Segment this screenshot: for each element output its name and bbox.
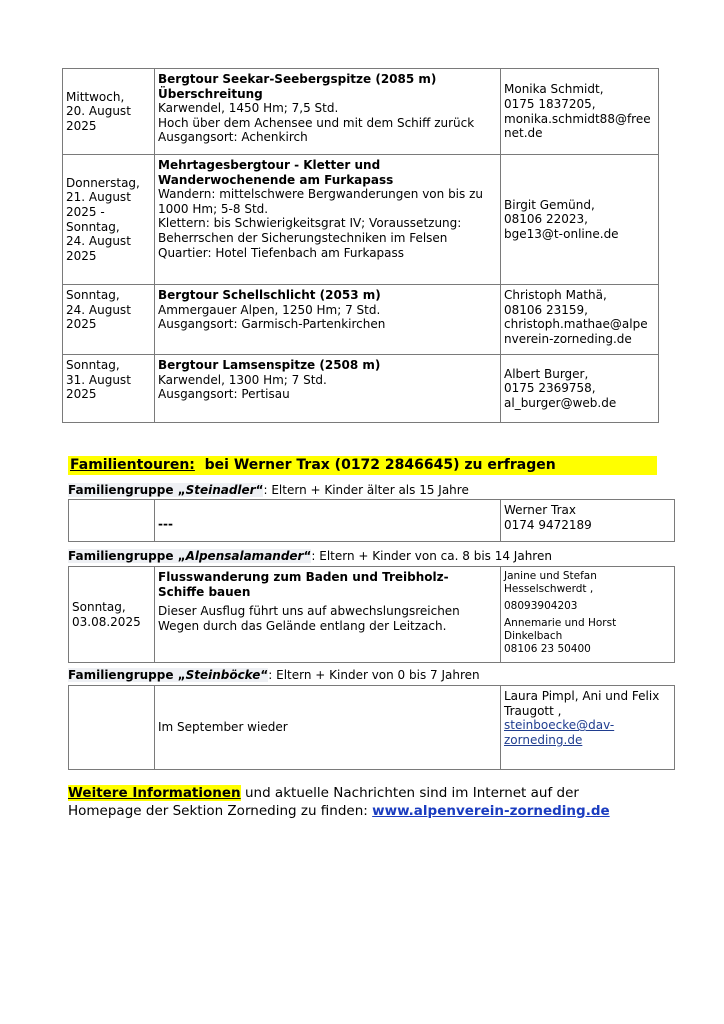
family-description-cell <box>155 686 501 770</box>
family-date-cell <box>69 686 155 770</box>
contact-line: 0175 2369758, <box>504 381 596 396</box>
family-tour-detail: Dieser Ausflug führt uns auf abwechslungsreichen <box>158 604 460 619</box>
contact-line: Christoph Mathä, <box>504 288 607 302</box>
contact-line: 08106 23 50400 <box>504 643 591 655</box>
tour-contact-cell <box>501 155 659 285</box>
table-row <box>63 285 659 355</box>
more-info-highlight: Weitere Informationen <box>68 785 241 801</box>
contact-line: Traugott , <box>504 703 562 718</box>
more-info-line <box>68 784 610 802</box>
table-row <box>63 69 659 155</box>
steinadler-table <box>68 499 675 542</box>
group-heading-label <box>68 668 268 682</box>
group-suffix: “ <box>303 549 312 563</box>
date-line: 2025 <box>66 317 97 332</box>
tour-title: Bergtour Schellschlicht (2053 m) <box>158 288 381 302</box>
family-tour-title: Schiffe bauen <box>158 584 251 599</box>
tour-title: Mehrtagesbergtour - Kletter und <box>158 158 381 172</box>
table-row <box>63 355 659 423</box>
family-tours-banner <box>68 456 657 475</box>
contact-line: 08106 23159, <box>504 302 588 317</box>
group-heading-steinadler <box>68 482 469 498</box>
group-suffix: “ <box>260 668 269 682</box>
tour-date-cell <box>63 69 155 155</box>
group-suffix: “ <box>255 483 264 497</box>
tour-detail: Karwendel, 1450 Hm; 7,5 Std. <box>158 101 339 116</box>
contact-line: nverein-zorneding.de <box>504 331 632 346</box>
family-tours-contact: bei Werner Trax (0172 2846645) zu erfragen <box>194 457 556 473</box>
tour-title: Bergtour Lamsenspitze (2508 m) <box>158 358 381 372</box>
contact-line: Janine und Stefan <box>504 570 597 582</box>
family-tour-title: Flusswanderung zum Baden und Treibholz- <box>158 570 449 584</box>
more-info-text: Homepage der Sektion Zorneding zu finden: <box>68 803 373 819</box>
date-line: 2025 <box>66 387 97 402</box>
contact-line: christoph.mathae@alpe <box>504 317 648 332</box>
contact-line: Hesselschwerdt , <box>504 583 594 595</box>
contact-line: Birgit Gemünd, <box>504 197 595 212</box>
contact-line: bge13@t-online.de <box>504 226 619 241</box>
alpensalamander-table <box>68 566 675 663</box>
family-contact-cell <box>501 500 675 542</box>
tour-detail: Ausgangsort: Garmisch-Partenkirchen <box>158 317 386 332</box>
date-line: Mittwoch, <box>66 89 125 104</box>
contact-line: Albert Burger, <box>504 366 589 381</box>
contact-line: 08106 22023, <box>504 212 588 227</box>
group-description: : Eltern + Kinder älter als 15 Jahre <box>263 483 469 497</box>
date-line: Sonntag, <box>66 358 120 372</box>
contact-line: Werner Trax <box>504 503 576 517</box>
group-heading-label <box>68 549 311 563</box>
group-prefix: Familiengruppe „ <box>68 483 186 497</box>
tour-detail: Ausgangsort: Pertisau <box>158 387 290 402</box>
date-line: 2025 <box>66 248 97 263</box>
tour-detail: Ausgangsort: Achenkirch <box>158 130 308 145</box>
tour-detail: Wandern: mittelschwere Bergwanderungen von bis zu <box>158 187 483 202</box>
group-name: Alpensalamander <box>185 549 304 563</box>
table-row <box>69 500 675 542</box>
date-line: Sonntag, <box>66 219 120 234</box>
table-row <box>69 686 675 770</box>
tour-date-cell <box>63 155 155 285</box>
date-line: 03.08.2025 <box>72 614 141 629</box>
date-line: Donnerstag, <box>66 175 140 190</box>
tour-title: Wanderwochenende am Furkapass <box>158 172 394 187</box>
tour-date-cell <box>63 285 155 355</box>
group-heading-alpensalamander <box>68 548 552 564</box>
tour-contact-cell <box>501 69 659 155</box>
group-description: : Eltern + Kinder von 0 bis 7 Jahren <box>268 668 480 682</box>
contact-line: 0174 9472189 <box>504 517 592 532</box>
family-tour-text: --- <box>158 517 173 532</box>
table-row <box>69 567 675 663</box>
contact-line: Laura Pimpl, Ani und Felix <box>504 689 660 703</box>
more-info-paragraph <box>68 784 610 820</box>
tour-description-cell <box>155 285 501 355</box>
date-line: Sonntag, <box>72 599 126 614</box>
tour-description-cell <box>155 155 501 285</box>
family-description-cell <box>155 500 501 542</box>
contact-line: monika.schmidt88@free <box>504 111 651 126</box>
tour-table <box>62 68 659 423</box>
group-heading-label <box>68 483 263 497</box>
group-prefix: Familiengruppe „ <box>68 668 186 682</box>
tour-date-cell <box>63 355 155 423</box>
family-tour-text: Im September wieder <box>158 720 288 735</box>
tour-detail: Klettern: bis Schwierigkeitsgrat IV; Voraussetzung: <box>158 216 462 231</box>
contact-line: 0175 1837205, <box>504 96 596 111</box>
family-date-cell <box>69 500 155 542</box>
family-contact-cell <box>501 686 675 770</box>
tour-contact-cell <box>501 285 659 355</box>
more-info-text: und aktuelle Nachrichten sind im Internet auf der <box>240 785 579 801</box>
contact-line: al_burger@web.de <box>504 395 617 410</box>
date-line: 24. August <box>66 302 131 317</box>
family-tours-label: Familientouren: <box>70 457 195 473</box>
steinboecke-table <box>68 685 675 770</box>
group-description: : Eltern + Kinder von ca. 8 bis 14 Jahren <box>311 549 552 563</box>
date-line: 31. August <box>66 372 131 387</box>
tour-detail: 1000 Hm; 5-8 Std. <box>158 201 269 216</box>
family-contact-cell <box>501 567 675 663</box>
family-description-cell <box>155 567 501 663</box>
family-tour-detail: Wegen durch das Gelände entlang der Leitzach. <box>158 618 447 633</box>
group-prefix: Familiengruppe „ <box>68 549 186 563</box>
group-name: Steinadler <box>185 483 256 497</box>
tour-detail: Karwendel, 1300 Hm; 7 Std. <box>158 372 327 387</box>
table-row <box>63 155 659 285</box>
tour-detail: Quartier: Hotel Tiefenbach am Furkapass <box>158 245 405 260</box>
contact-line: Dinkelbach <box>504 630 563 642</box>
date-line: 2025 <box>66 118 97 133</box>
contact-email-link[interactable]: zorneding.de <box>504 732 583 747</box>
group-name: Steinböcke <box>185 668 261 682</box>
date-line: 21. August <box>66 190 131 205</box>
tour-title: Bergtour Seekar-Seebergspitze (2085 m) <box>158 72 437 86</box>
tour-description-cell <box>155 69 501 155</box>
group-heading-steinboecke <box>68 667 480 683</box>
homepage-link[interactable]: www.alpenverein-zorneding.de <box>372 803 610 819</box>
contact-line: 08093904203 <box>504 600 578 612</box>
tour-description-cell <box>155 355 501 423</box>
contact-line: net.de <box>504 126 543 141</box>
date-line: Sonntag, <box>66 288 120 302</box>
tour-title: Überschreitung <box>158 86 263 101</box>
contact-email-link[interactable]: steinboecke@dav- <box>504 718 615 733</box>
date-line: 2025 - <box>66 204 105 219</box>
date-line: 20. August <box>66 104 131 119</box>
tour-detail: Hoch über dem Achensee und mit dem Schiff zurück <box>158 115 475 130</box>
more-info-line <box>68 802 610 820</box>
tour-detail: Beherrschen der Sicherungstechniken im Felsen <box>158 230 448 245</box>
tour-contact-cell <box>501 355 659 423</box>
contact-line: Annemarie und Horst <box>504 617 617 629</box>
contact-line: Monika Schmidt, <box>504 82 604 97</box>
date-line: 24. August <box>66 234 131 249</box>
tour-detail: Ammergauer Alpen, 1250 Hm; 7 Std. <box>158 302 381 317</box>
family-date-cell <box>69 567 155 663</box>
